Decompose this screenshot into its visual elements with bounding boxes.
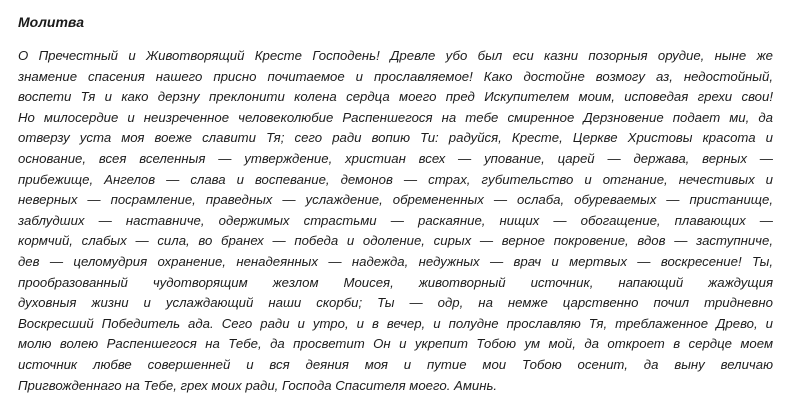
text-line: дев — целомудрия охранение, ненадеянных — надежда, недужных — врач и мертвых — воскресение! Ты, [18, 253, 773, 269]
text-line: источник любве совершенней и вся деяния моя и путие мои Тобою осенит, да выну величаю [18, 356, 773, 372]
text-line-last: Пригвожденнаго на Тебе, грех моих ради, Господа Спасителя моего. Аминь. [18, 377, 498, 393]
text-line: кормчий, слабых — сила, во бранех — победа и одоление, сирых — верное покровение, вдов — заступниче, [18, 233, 773, 249]
text-line: воспети Тя и како дерзну преклонити колена сердца моего пред Искупителем моим, исповедая грехи свои! [18, 89, 773, 105]
prayer-text [18, 46, 773, 396]
text-line: Воскресший Победитель ада. Сего ради и утро, и в вечер, и полудне прославляю Тя, треблаженное Древо, и [18, 315, 773, 331]
text-line: Но милосердие и неизреченное человеколюбие Распеншегося на тебе смиренное Дерзновение подает ми, да [18, 109, 773, 125]
text-line: духовныя жизни и услаждающий наши скорби; Ты — одр, на немже царственно почил тридневно [18, 295, 773, 311]
text-line: молю волею Распеншегося на Тебе, да просветит Он и укрепит Тобою ум мой, да откроет в сердце моем [18, 336, 773, 352]
text-line: прибежище, Ангелов — слава и воспевание, демонов — страх, губительство и отгнание, нечестивых и [18, 171, 773, 187]
text-line: прообразованный чудотворящим жезлом Моисея, животворный источник, напающий жаждущия [18, 274, 773, 290]
text-line: знамение спасения нашего присно почитаемое и прославляемое! Како достойне возмогу аз, недостойный, [18, 68, 773, 84]
text-line: основание, всея вселенныя — утверждение, христиан всех — упование, царей — держава, верных — [18, 150, 773, 166]
text-line: неверных — посрамление, праведных — услаждение, обремененных — ослаба, обуреваемых — пристанище, [18, 192, 773, 208]
page-title: Молитва [18, 14, 84, 30]
text-line: отверзу уста моя воеже славити Тя; сего ради вопию Ти: радуйся, Кресте, Церкве Христовы красота и [18, 130, 773, 146]
text-line: заблудших — наставниче, одержимых страстьми — раскаяние, нищих — обогащение, плавающих — [18, 212, 773, 228]
text-line: О Пречестный и Животворящий Кресте Господень! Древле убо был еси казни позорныя орудие, ныне же [18, 48, 773, 63]
